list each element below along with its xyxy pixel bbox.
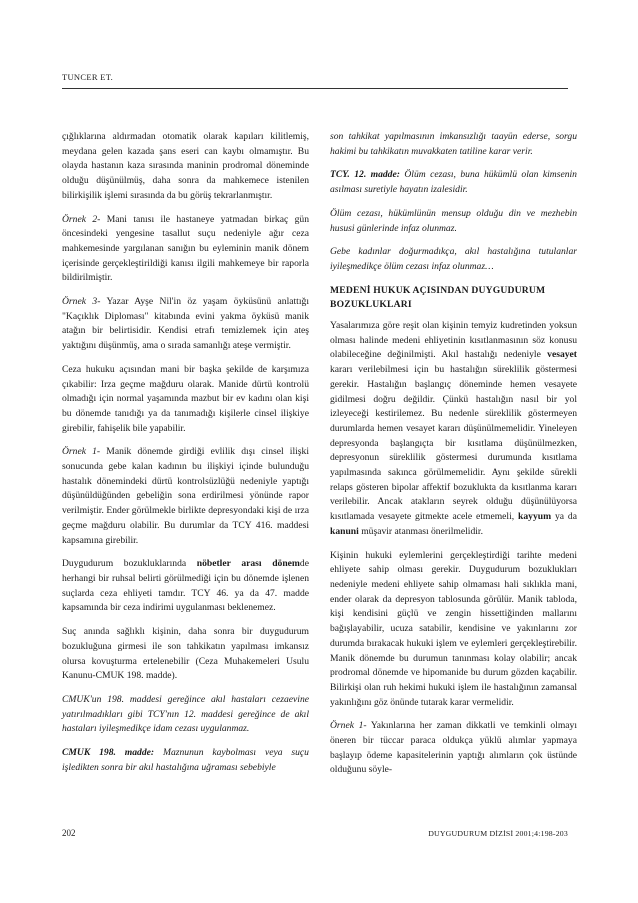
page-header — [62, 72, 568, 89]
paragraph-text: Ölüm cezası, buna hükümlü olan kimsenin asılması suretiyle hayatın izalesidir. — [330, 169, 577, 196]
paragraph-lead: Örnek 1- — [62, 446, 101, 458]
running-head: TUNCER ET. — [62, 72, 114, 82]
paragraph-text: Suç anında sağlıklı kişinin, daha sonra bir duygudurum bozukluğuna girmesi ile son tahkikatın yapılması imkansız olursa kovuşturma ertelenebilir (Ceza Muhakemeleri Usulu Kanunu-CMUK 198. madde). — [62, 626, 309, 682]
paragraph — [62, 557, 309, 616]
bold-term: vesayet — [547, 349, 577, 361]
paragraph-text: Kişinin hukuki eylemlerini gerçekleştirdiği tarihte medeni ehliyete sahip olması gerekir. Duygudurum bozuklukları nedeniyle medeni ehliyete sahip olmaması hali sıklıkla mani, ender olarak da depresyon tablosunda görülür. Manik tabloda, kişi kendisini güçlü ve zengin hissettiğinden mallarını bağışlayabilir, ucuza satabilir, kendisine ve yakınlarını zor durumda bırakacak hukuki işlem ve eylemleri gerçekleştirebilir. Manik dönemde bu durumun tanınması kolay olabilir; ancak prodromal dönemde ve hipomanide bu durum gözden kaçabilir. Bilirkişi olan ruh hekimi hukuki işlem ile hastalığının zamansal yakınlığını göz önünde tutarak karar vermelidir. — [330, 549, 577, 708]
journal-reference: DUYGUDURUM DİZİSİ 2001;4:198-203 — [428, 829, 568, 838]
paragraph-text: müşavir atanması önerilmelidir. — [358, 525, 483, 537]
right-column-top — [330, 130, 577, 275]
paragraph-text: Duygudurum bozukluklarında — [62, 558, 197, 570]
paragraph — [330, 549, 577, 711]
paragraph-text: CMUK'un 198. maddesi gereğince akıl hastaları cezaevine yatırılmadıkları gibi TCY'nın 12. maddesi gereğince de akıl hastaları iyileşmedikçe idam cezası uygulanmaz. — [62, 693, 309, 735]
page-number: 202 — [62, 828, 76, 838]
bold-term: kanuni — [330, 525, 359, 537]
paragraph-text: Mani tanısı ile hastaneye yatmadan birkaç gün öncesindeki yengesine tasallut suçu nedeniyle ağır ceza mahkemesinde yargılanan sanığın bu eyleminin manik dönem içerisinde gerçekleştirildiği kanısı ilgili mahkemeye bir raporla bildirilmiştir. — [62, 213, 310, 284]
paragraph-text: son tahkikat yapılmasının imkansızlığı taayün ederse, sorgu hakimi bu tahkikatın muvakkaten tatiline karar verir. — [330, 131, 577, 157]
paragraph-text: Yazar Ayşe Nil'in öz yaşam öyküsünü anlattığı "Kaçıklık Diploması" kitabında evini yakma öyküsü manik atağın bir belirtisidir. Kendisi etrafı temizlemek için ateş yaktığını düşünmüş, ama o sırada samanlığı ateşe vermiştir. — [62, 296, 309, 352]
paragraph-text: kararı verilebilmesi için bu hastalığın süreklilik göstermesi gerekir. Hastalığın başlangıç döneminde hemen vesayete gidilmesi doğru değildir. Çünkü hastalığın nasıl bir yol izleyeceği kestirilemez. Bu nedenle süreklilik göstermeyen durumlarda hemen vesayet kararı düşünülmemelidir. Yineleyen depresyonda başlangıçta bir kısıtlama düşünülmezken, depresyonun süreklilik göstermesi durumunda kısıtlama yapılmasında sakınca görülmemelidir. Aynı şekilde sürekli relaps gösteren bipolar affektif bozuklukta da kısıtlanma kararı verilebilir. Ancak atakların seyrek olduğu düşünülüyorsa kısıtlamada vesayete gitmekte acele etmemeli, — [330, 364, 577, 523]
paragraph-lead: Örnek 2- — [62, 213, 101, 225]
paragraph-text: ya da — [551, 511, 577, 523]
paragraph-text: Yakınlarına her zaman dikkatli ve temkinli olmayı öneren bir tüccar paraca oldukça yüklü alımlar yapmaya başlayıp ödeme kapasitelerinin yaptığı alımların çok üstünde olduğunu söyle- — [330, 720, 577, 776]
paragraph-text: de herhangi bir ruhsal belirti görülmediği için bu dönemde işlenen suçlarda ceza ehliyeti tamdır. TCY 46. ya da 47. madde kapsamında bir ceza indirimi uygulanması beklenemez. — [62, 558, 309, 614]
paragraph — [62, 445, 309, 548]
paragraph-text: Ceza hukuku açısından mani bir başka şekilde de karşımıza çıkabilir: Irza geçme mağduru olarak. Manide dürtü kontrolü olmadığı için normal yaşamında mazbut bir ev kadını olan kişi bu dönemde tanıdığı ya da tanımadığı kişilerle cinsel ilişkiye girebilir, fahişelik bile yapabilir. — [62, 363, 309, 434]
paragraph-lead: TCY. 12. madde: — [330, 169, 400, 181]
paragraph — [62, 363, 309, 437]
paragraph — [62, 625, 309, 684]
right-column — [330, 130, 577, 787]
right-column-bottom — [330, 319, 577, 778]
section-heading: MEDENİ HUKUK AÇISINDAN DUYGUDURUM BOZUKLUKLARI — [330, 284, 546, 311]
bold-term: nöbetler arası dönem — [196, 558, 300, 570]
paragraph-text: Yasalarımıza göre reşit olan kişinin temyiz kudretinden yoksun olması halinde medeni ehliyetinin kısıtlanmasının söz konusu olabileceğine değinilmişti. Akıl hastalığı nedeniyle — [330, 320, 577, 361]
paragraph-text: Gebe kadınlar doğurmadıkça, akıl hastalığına tutulanlar iyileşmedikçe ölüm cezası infaz olunmaz… — [330, 246, 577, 272]
paragraph — [330, 207, 577, 236]
paragraph — [330, 130, 577, 159]
paragraph-lead: Örnek 3- — [62, 296, 101, 308]
paragraph-text: çığlıklarına aldırmadan otomatik olarak kapıları kilitlemiş, meydana gelen kazada şans eseri can kaybı olmamıştır. Bu olayda hastanın kaza sırasında maninin prodromal döneminde olduğu düşünülmüş, daha sonra da mahkemece istenilen bilirkişilik işlemi sırasında da bu görüş tekrarlanmıştır. — [62, 131, 309, 201]
paragraph-text: Ölüm cezası, hükümlünün mensup olduğu din ve mezhebin hususi günlerinde infaz olunmaz. — [330, 207, 577, 234]
header-rule — [62, 88, 568, 89]
left-column — [62, 130, 309, 784]
paragraph — [330, 245, 577, 274]
paragraph — [330, 168, 577, 197]
paragraph — [330, 319, 577, 540]
paragraph — [62, 295, 309, 354]
paragraph-lead: CMUK 198. madde: — [62, 747, 155, 759]
paragraph-text: Maznunun kaybolması veya suçu işledikten sonra bir akıl hastalığına uğraması sebebiyle — [62, 747, 309, 773]
paragraph-lead: Örnek 1- — [330, 720, 367, 732]
bold-term: kayyum — [518, 511, 552, 523]
paragraph — [62, 746, 309, 775]
paragraph — [330, 719, 577, 778]
paragraph — [62, 130, 309, 204]
paragraph — [62, 693, 309, 737]
paragraph — [62, 213, 309, 287]
paragraph-text: Manik dönemde girdiği evlilik dışı cinsel ilişki sonucunda gebe kalan kadının bu ilişkiyi içinde bulunduğu hastalık dönemindeki dürtü kontrolsüzlüğü nedeniyle yaptığı düşünüldüğünden gebeliğin sona erdirilmesi yönünde rapor verilmiştir. Ender görülmekle birlikte depresyondaki kişi de ırza geçme mağduru olabilir. Bu durumlar da TCY 416. maddesi kapsamına girebilir. — [62, 446, 310, 546]
